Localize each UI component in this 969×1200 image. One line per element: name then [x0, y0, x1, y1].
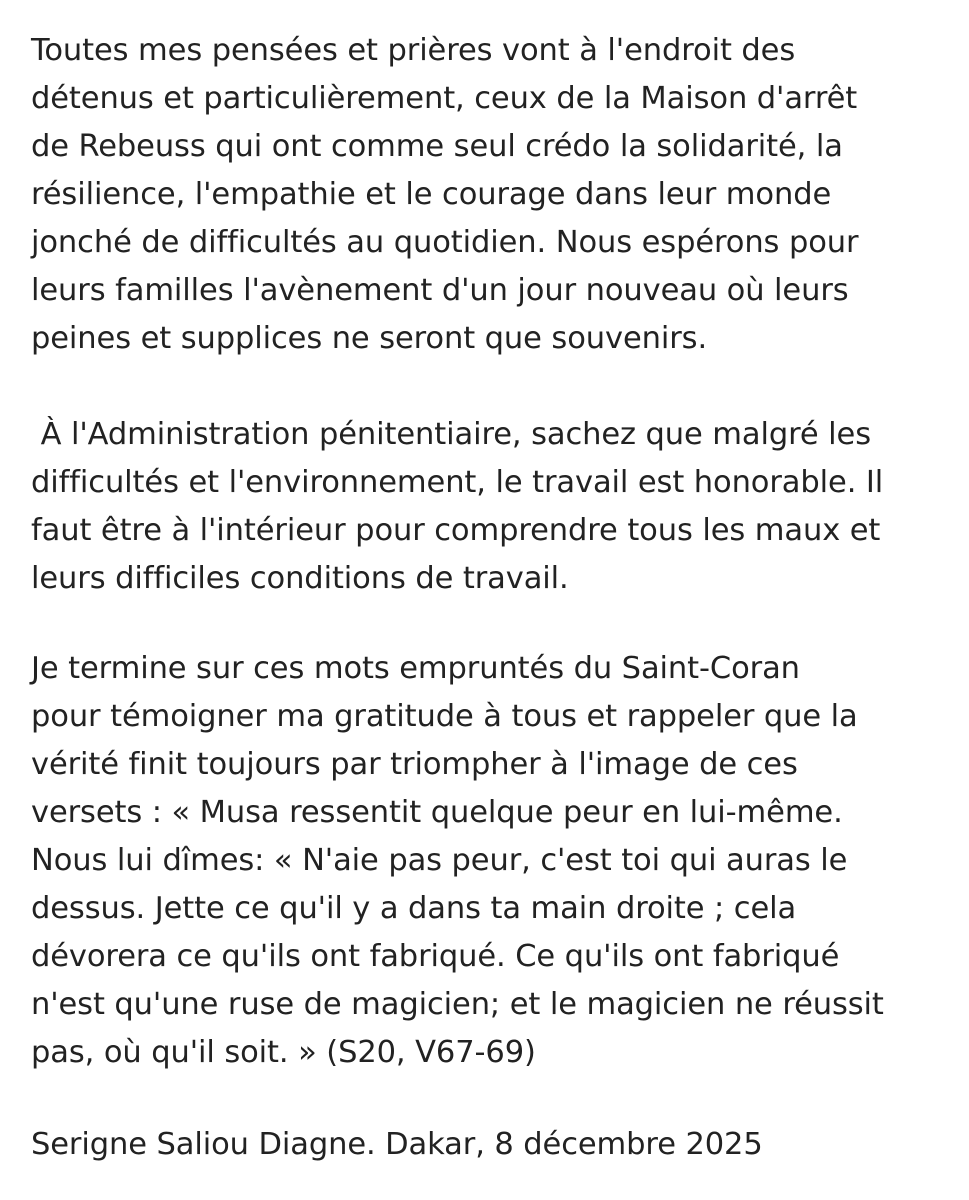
text-line: jonché de difficultés au quotidien. Nous espérons pour [31, 225, 859, 260]
text-line: Nous lui dîmes: « N'aie pas peur, c'est toi qui auras le [31, 843, 848, 878]
signature-line: Serigne Saliou Diagne. Dakar, 8 décembre 2025 [31, 1127, 763, 1162]
text-line: versets : « Musa ressentit quelque peur en lui-même. [31, 795, 843, 830]
text-line: À l'Administration pénitentiaire, sachez que malgré les [31, 417, 871, 452]
text-line: détenus et particulièrement, ceux de la Maison d'arrêt [31, 81, 858, 116]
text-line: difficultés et l'environnement, le travail est honorable. Il [31, 465, 884, 500]
text-line: leurs familles l'avènement d'un jour nouveau où leurs [31, 273, 849, 308]
text-line: faut être à l'intérieur pour comprendre tous les maux et [31, 513, 881, 548]
text-line: n'est qu'une ruse de magicien; et le magicien ne réussit [31, 987, 884, 1022]
text-line: pas, où qu'il soit. » (S20, V67-69) [31, 1035, 536, 1070]
text-line: pour témoigner ma gratitude à tous et rappeler que la [31, 699, 858, 734]
text-line: peines et supplices ne seront que souvenirs. [31, 321, 708, 356]
text-line: dessus. Jette ce qu'il y a dans ta main droite ; cela [31, 891, 797, 926]
text-line: Toutes mes pensées et prières vont à l'endroit des [31, 33, 796, 68]
text-line: Je termine sur ces mots empruntés du Saint-Coran [31, 651, 800, 686]
text-line: de Rebeuss qui ont comme seul crédo la solidarité, la [31, 129, 843, 164]
text-line: vérité finit toujours par triompher à l'image de ces [31, 747, 798, 782]
text-line: résilience, l'empathie et le courage dans leur monde [31, 177, 832, 212]
text-line: dévorera ce qu'ils ont fabriqué. Ce qu'ils ont fabriqué [31, 939, 840, 974]
text-line: leurs difficiles conditions de travail. [31, 561, 569, 596]
